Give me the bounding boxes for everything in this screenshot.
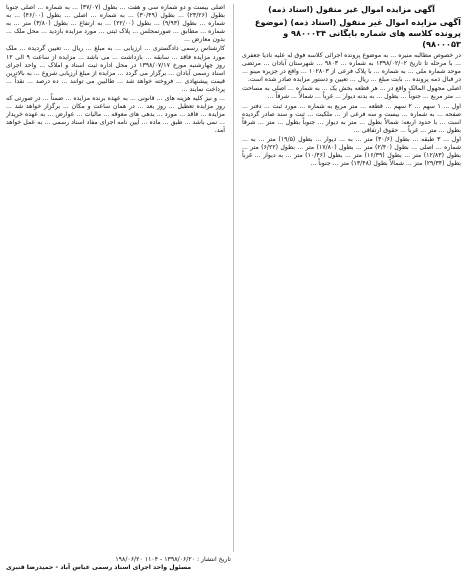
notice-subtitle: آگهی مزایده اموال غیر منقول (اسناد ذمه) (موضوع پرونده کلاسه های شماره بایگانی ۹۸۰۰۰۳۴ و ۹۸۰۰۰۵۳) bbox=[254, 17, 461, 49]
right-paragraph-3: اول ... ۱ سهم ... ۲ سهم ... قطعه ... متر مربع به شماره ... مورد ثبت ... دفتر ... صفحه ... به شماره ... بیست و سه فرعی از ... ملکیت ... ثبت و سند صادر گردیده است ... با حدود اربعه: شمالاً بطول ... متر به دیوار ... جنوباً بطول ... متر ... شرقاً بطول ... متر ... غرباً ... حقوق ارتفاقی ... bbox=[242, 102, 461, 134]
right-paragraph-4: اول ... ۳ طبقه ... بطول (۳۰/۶) متر ... به ... دیوار ... بطول (۱۹/۵) متر ... به ... شماره ... اصلی ... بطول (۲/۴۰) متر ... بطول (۱۷/۸۰) متر ... بطول (۶/۲۲) متر ... بطول (۱۲/۸۳) متر ... بطول (۱۶/۳۹) متر ... بطول (۱۰/۴۶) متر ... به دیوار ... غرباً بطول (۲۹/۳۴) متر ... شمالاً بطول (۱۳/۴۸) متر ... جنوباً ... bbox=[242, 135, 461, 168]
column-divider bbox=[233, 4, 234, 552]
notice-columns bbox=[6, 4, 461, 552]
notice-header: آگهی مزایده اموال غیر منقول (اسناد ذمه) bbox=[268, 5, 435, 14]
right-paragraph-1: در خصوص مطالبه منیره ... به موضوع پرونده اجرائی کلاسه فوق له علیه نادیا جعفری ... با مرحله تا تاریخ ۱۳۹۸/۰۲/۰۲ به شماره ... ۹۸۰۳ ... شهرستان آبادان ... مرتضی موحد شماره ملی ... به شماره ... با پلاک فرعی از ۱۰۲۸۰۳ ... واقع در جزیره مینو ... در قبال ذمه پرونده ... بابت مبلغ ... ریال ... تعیین و دستور مزایده صادر شده است. bbox=[242, 52, 461, 84]
left-column bbox=[6, 4, 225, 552]
right-column bbox=[242, 4, 461, 552]
publication-date: تاریخ انتشار : ۱۳۹۸/۰۶/۲۰ - ۱۱۰۴ ۱۹۸/۰۶/۲۰ bbox=[115, 556, 231, 563]
left-paragraph-2: کارشناس رسمی دادگستری ... ارزیابی ... به مبلغ ... ریال ... تعیین گردیده ... ملک مورد مزایده فاقد ... سابقه ... بازداشت ... می باشد ... مزایده از ساعت ۹ الی ۱۲ روز چهارشنبه مورخ ۱۳۹۸/۰۷/۱۷ در محل اداره ثبت اسناد و املاک ... واحد اجرای اسناد رسمی آبادان ... برگزار می گردد ... مزایده از مبلغ ارزیابی شروع ... به بالاترین قیمت پیشنهادی ... فروخته خواهد شد ... طالبین می توانند ... ده درصد ... نقداً ... پرداخت نمایند ... bbox=[6, 45, 225, 93]
notice-footer bbox=[6, 556, 231, 572]
left-paragraph-1: اصلی بیست و دو شماره سی و هفت ... بطول (۳۷/۰۷) ... به شماره ... اصلی جنوباً بطول (۲۳/۲۶) ... بطول (۳۰/۴۹) ... به شماره ... اصلی ... بطول (۴۶/۰۰) ... به شماره ... بطول (۹/۹۳) ... بطول (۲۲/۰۰) ... به ارتفاع ... بطول (۳/۸۰) متر ... به شماره ... مطابق ... صورتمجلس ... پلاک ثبتی ... مورد مزایده بازدید ... محل ملک ... بدون معارض ... bbox=[6, 4, 225, 44]
signature-line: مسئول واحد اجرای اسناد رسمی عباس آباد - حمیدرضا قنبری bbox=[6, 564, 192, 571]
right-paragraph-2: اصلی مجهول المالک واقع در ... هر قطعه بخش یک ... به شماره ... اصلی به مساحت ... متر مربع ... جنوباً ... بطول ... به بدنه دیوار ... غرباً ... شمالاً ... شرقاً ... bbox=[242, 85, 461, 101]
left-paragraph-3: ... و نیز کلیه هزینه های ... قانونی ... به عهده برنده مزایده ... ضمناً ... در صورتی که روز مزایده تعطیل ... روز بعد ... در همان ساعت و مکان ... برگزار خواهد شد ... مزایده ... فاقد ... مورد ... بدهی های معوقه ... مالیات ... عوارض ... به عهده خریدار ... نمی باشد ... طبق ... ماده ... آیین نامه اجرای مفاد اسناد رسمی ... به عمل خواهد آمد. bbox=[6, 95, 225, 135]
